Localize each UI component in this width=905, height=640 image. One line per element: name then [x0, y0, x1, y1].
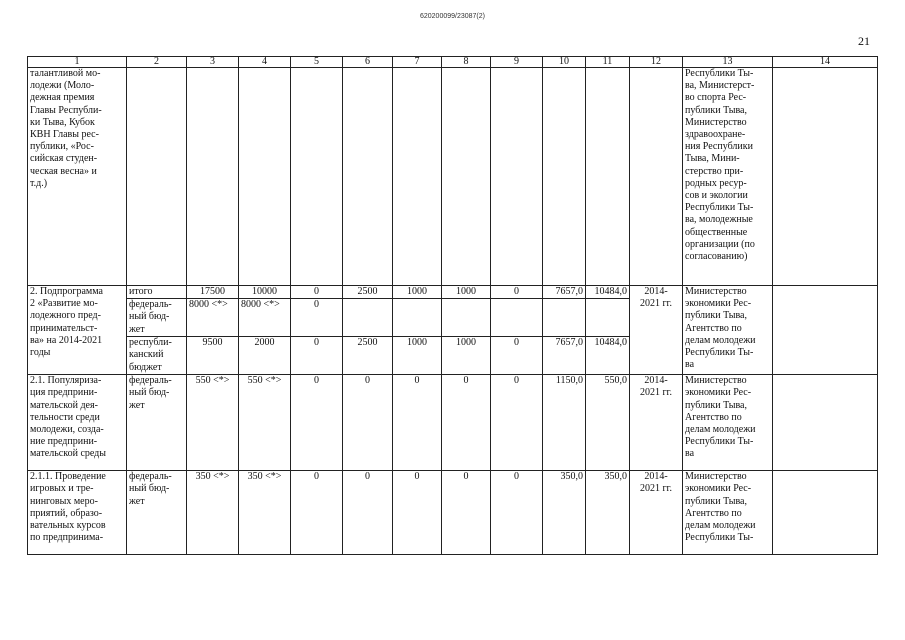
source-cell: республи- канский бюджет — [127, 337, 187, 375]
activity-cell: 2. Подпрограмма 2 «Развитие мо- лодежного пред- принимательст- ва» на 2014-2021 годы — [28, 286, 127, 375]
table-row-continuation — [28, 68, 878, 286]
table-row-subprogram-federal: федераль- ный бюд- жет 8000 <*> 8000 <*> 0 — [28, 299, 878, 337]
column-header: 7 — [393, 57, 442, 68]
activity-cell: талантливой мо- лодежи (Моло- дежная премия Главы Республи- ки Тыва, Кубок КВН Главы рес- публики, «Рос- сийская студен- ческая весна» и т.д.) — [28, 68, 127, 286]
source-cell: федераль- ный бюд- жет — [127, 299, 187, 337]
executors-cell: Республики Ты- ва, Министерст- во спорта Рес- публики Тыва, Министерство здравоохране- ния Республики Тыва, Мини- стерство при- родных ресур- сов и экологии Республики Ты- ва, молодежные общественные организации (по согласованию) — [683, 68, 773, 286]
executors-cell: Министерство экономики Рес- публики Тыва, Агентство по делам молодежи Республики Ты- ва — [683, 286, 773, 375]
column-header: 3 — [187, 57, 239, 68]
column-header: 10 — [543, 57, 586, 68]
executors-cell: Министерство экономики Рес- публики Тыва, Агентство по делам молодежи Республики Ты- — [683, 471, 773, 555]
column-header: 12 — [630, 57, 683, 68]
column-header: 1 — [28, 57, 127, 68]
activity-cell: 2.1. Популяриза- ция предприни- мательской дея- тельности среди молодежи, созда- ние предприни- мательской среды — [28, 375, 127, 471]
column-header: 14 — [773, 57, 878, 68]
table-row-subprogram-total: 2. Подпрограмма 2 «Развитие мо- лодежного пред- принимательст- ва» на 2014-2021 годы итого 17500 10000 0 2500 1000 1000 0 7657,0 10484,0 2014- 2021 гг. Министерство экономики Рес- публики Тыва, Агентство по делам молодежи Республики Ты- ва — [28, 286, 878, 299]
document-id: 620200099/23087(2) — [419, 13, 485, 20]
activity-cell: 2.1.1. Проведение игровых и тре- нинговых меро- приятий, образо- вательных курсов по предпринима- — [28, 471, 127, 555]
period-cell: 2014- 2021 гг. — [630, 286, 683, 375]
table-row-2-1-1: 2.1.1. Проведение игровых и тре- нинговых меро- приятий, образо- вательных курсов по предпринима- федераль- ный бюд- жет 350 <*> 350 <*> 0 0 0 0 0 350,0 350,0 2014- 2021 гг. Министерство экономики Рес- публики Тыва, Агентство по делам молодежи Республики Ты- — [28, 471, 878, 555]
source-cell: федераль- ный бюд- жет — [127, 471, 187, 555]
period-cell: 2014- 2021 гг. — [630, 375, 683, 471]
column-header: 13 — [683, 57, 773, 68]
source-cell: федераль- ный бюд- жет — [127, 375, 187, 471]
column-header: 9 — [491, 57, 543, 68]
program-table — [27, 56, 878, 555]
table-row-subprogram-republican: республи- канский бюджет 9500 2000 0 2500 1000 1000 0 7657,0 10484,0 — [28, 337, 878, 375]
period-cell: 2014- 2021 гг. — [630, 471, 683, 555]
column-header: 8 — [442, 57, 491, 68]
table-row-2-1: 2.1. Популяриза- ция предприни- мательской дея- тельности среди молодежи, созда- ние предприни- мательской среды федераль- ный бюд- жет 550 <*> 550 <*> 0 0 0 0 0 1150,0 550,0 2014- 2021 гг. Министерство экономики Рес- публики Тыва, Агентство по делам молодежи Республики Ты- ва — [28, 375, 878, 471]
executors-cell: Министерство экономики Рес- публики Тыва, Агентство по делам молодежи Республики Ты- ва — [683, 375, 773, 471]
page-number: 21 — [858, 34, 870, 48]
column-header: 4 — [239, 57, 291, 68]
column-header: 6 — [343, 57, 393, 68]
header-row — [28, 57, 878, 68]
column-header: 11 — [586, 57, 630, 68]
column-header: 5 — [291, 57, 343, 68]
column-header: 2 — [127, 57, 187, 68]
source-cell: итого — [127, 286, 187, 299]
